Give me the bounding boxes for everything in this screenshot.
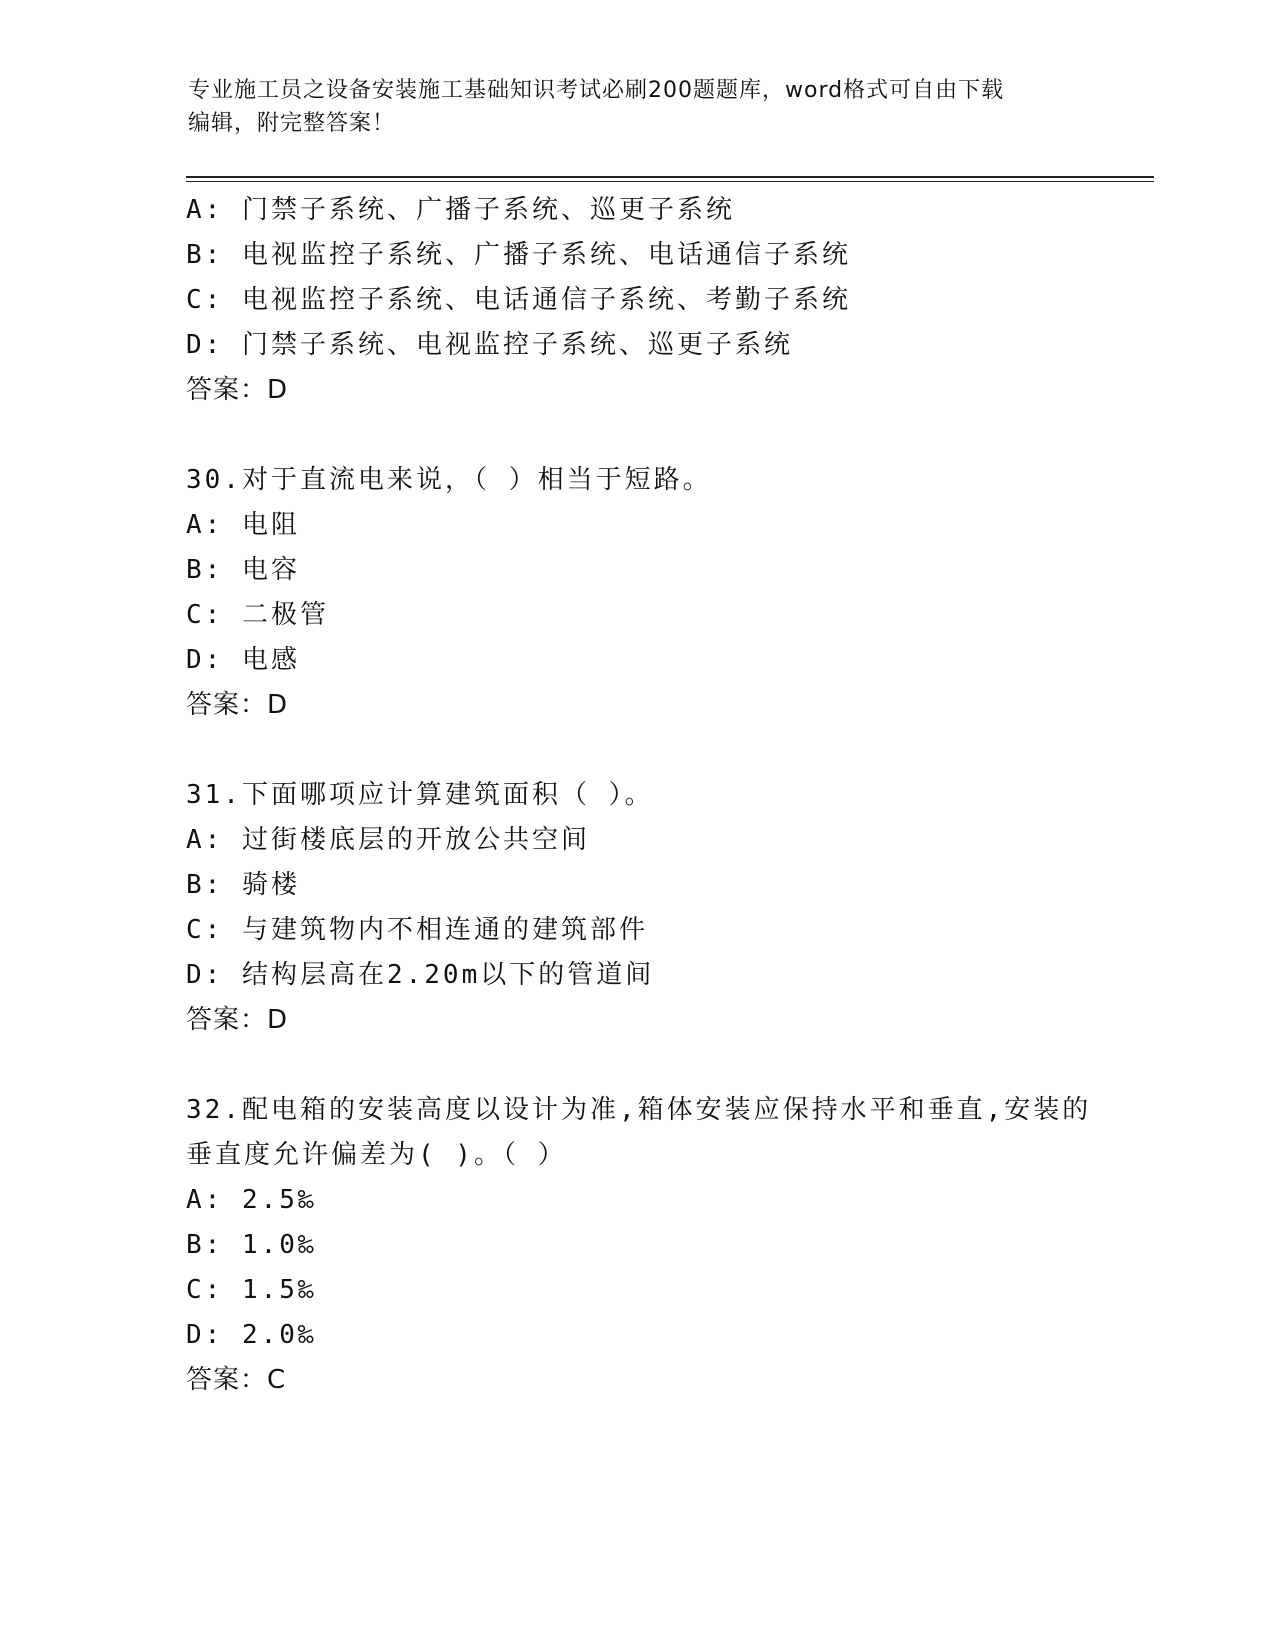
q32-option-a: A: 2.5‰ bbox=[186, 1185, 317, 1215]
q30-answer: 答案：D bbox=[186, 690, 289, 720]
q31-option-c: C: 与建筑物内不相连通的建筑部件 bbox=[186, 915, 648, 945]
header-title-line2: 编辑，附完整答案！ bbox=[188, 111, 396, 136]
document-header bbox=[188, 74, 1088, 140]
q32-question-line2: 垂直度允许偏差为( )。（ ） bbox=[186, 1140, 567, 1170]
q32-option-d: D: 2.0‰ bbox=[186, 1320, 317, 1350]
q32-option-b: B: 1.0‰ bbox=[186, 1230, 317, 1260]
q29-option-b: B: 电视监控子系统、广播子系统、电话通信子系统 bbox=[186, 240, 851, 270]
q30-option-d: D: 电感 bbox=[186, 645, 300, 675]
q31-question: 31.下面哪项应计算建筑面积（ ）。 bbox=[186, 780, 654, 810]
q29-option-d: D: 门禁子系统、电视监控子系统、巡更子系统 bbox=[186, 330, 793, 360]
q32-question-line1: 32.配电箱的安装高度以设计为准,箱体安装应保持水平和垂直,安装的 bbox=[186, 1095, 1092, 1125]
q31-option-b: B: 骑楼 bbox=[186, 870, 300, 900]
q32-option-c: C: 1.5‰ bbox=[186, 1275, 317, 1305]
q31-option-d: D: 结构层高在2.20m以下的管道间 bbox=[186, 960, 655, 990]
q31-option-a: A: 过街楼底层的开放公共空间 bbox=[186, 825, 590, 855]
q29-option-a: A: 门禁子系统、广播子系统、巡更子系统 bbox=[186, 195, 735, 225]
q32-answer: 答案：C bbox=[186, 1365, 287, 1395]
q30-option-c: C: 二极管 bbox=[186, 600, 329, 630]
header-divider-thin bbox=[186, 181, 1154, 182]
q30-option-a: A: 电阻 bbox=[186, 510, 300, 540]
header-divider-thick bbox=[186, 176, 1154, 178]
q30-option-b: B: 电容 bbox=[186, 555, 300, 585]
q31-answer: 答案：D bbox=[186, 1005, 289, 1035]
q29-option-c: C: 电视监控子系统、电话通信子系统、考勤子系统 bbox=[186, 285, 851, 315]
header-title-line1: 专业施工员之设备安装施工基础知识考试必刷200题题库，word格式可自由下载 bbox=[188, 78, 1005, 103]
q30-question: 30.对于直流电来说，（ ）相当于短路。 bbox=[186, 465, 712, 495]
q29-answer: 答案：D bbox=[186, 375, 289, 405]
